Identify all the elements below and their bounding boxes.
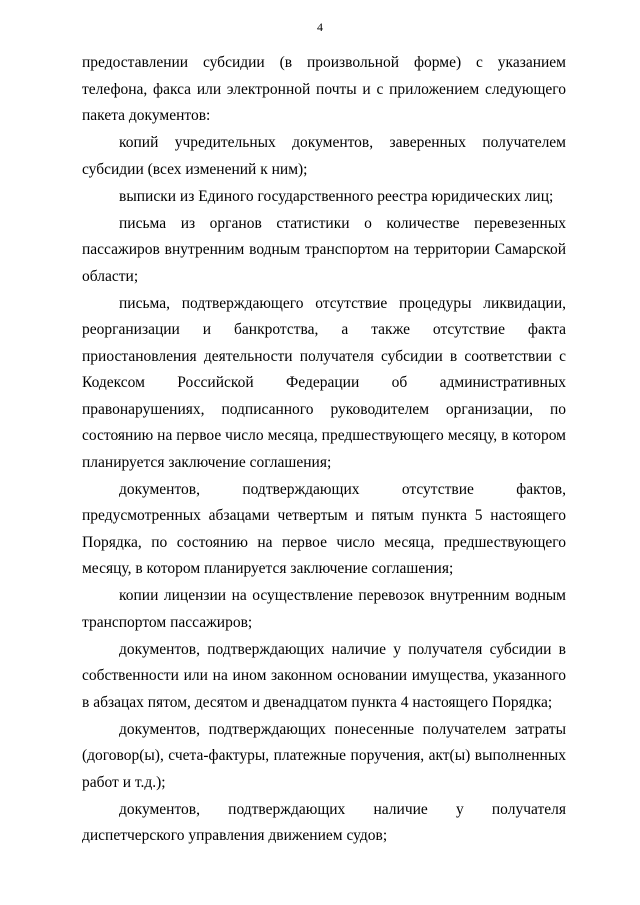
- list-item-dispatch-control-documents: документов, подтверждающих наличие у получателя диспетчерского управления движением судов;: [82, 800, 566, 844]
- document-body: [82, 50, 566, 850]
- page-number: 4: [317, 20, 323, 34]
- list-item-property-documents: документов, подтверждающих наличие у получателя субсидии в собственности или на ином законном основании имущества, указанного в абзацах пятом, десятом и двенадцатом пункта 4 настоящего Порядка;: [82, 640, 566, 711]
- list-item-founding-documents: копий учредительных документов, заверенных получателем субсидии (всех изменений к ним);: [82, 134, 566, 178]
- list-item-absence-of-facts-documents: документов, подтверждающих отсутствие фактов, предусмотренных абзацами четвертым и пятым пункта 5 настоящего Порядка, по состоянию на первое число месяца, предшествующего месяцу, в котором планируется заключение соглашения;: [82, 480, 566, 577]
- list-item-statistics-letter: письма из органов статистики о количестве перевезенных пассажиров внутренним водным транспортом на территории Самарской области;: [82, 214, 566, 285]
- list-item-license-copy: копии лицензии на осуществление перевозок внутренним водным транспортом пассажиров;: [82, 587, 566, 631]
- paragraph-intro-continuation: предоставлении субсидии (в произвольной форме) с указанием телефона, факса или электронной почты и с приложением следующего пакета документов:: [82, 54, 566, 124]
- list-item-no-liquidation-letter: письма, подтверждающего отсутствие процедуры ликвидации, реорганизации и банкротства, а также отсутствие факта приостановления деятельности получателя субсидии в соответствии с Кодексом Российской Федерации об административных правонарушениях, подписанного руководителем организации, по состоянию на первое число месяца, предшествующего месяцу, в котором планируется заключение соглашения;: [82, 294, 566, 471]
- list-item-expense-documents: документов, подтверждающих понесенные получателем затраты (договор(ы), счета-фактуры, платежные поручения, акт(ы) выполненных работ и т.д.);: [82, 720, 566, 791]
- list-item-registry-extract: выписки из Единого государственного реестра юридических лиц;: [119, 187, 554, 205]
